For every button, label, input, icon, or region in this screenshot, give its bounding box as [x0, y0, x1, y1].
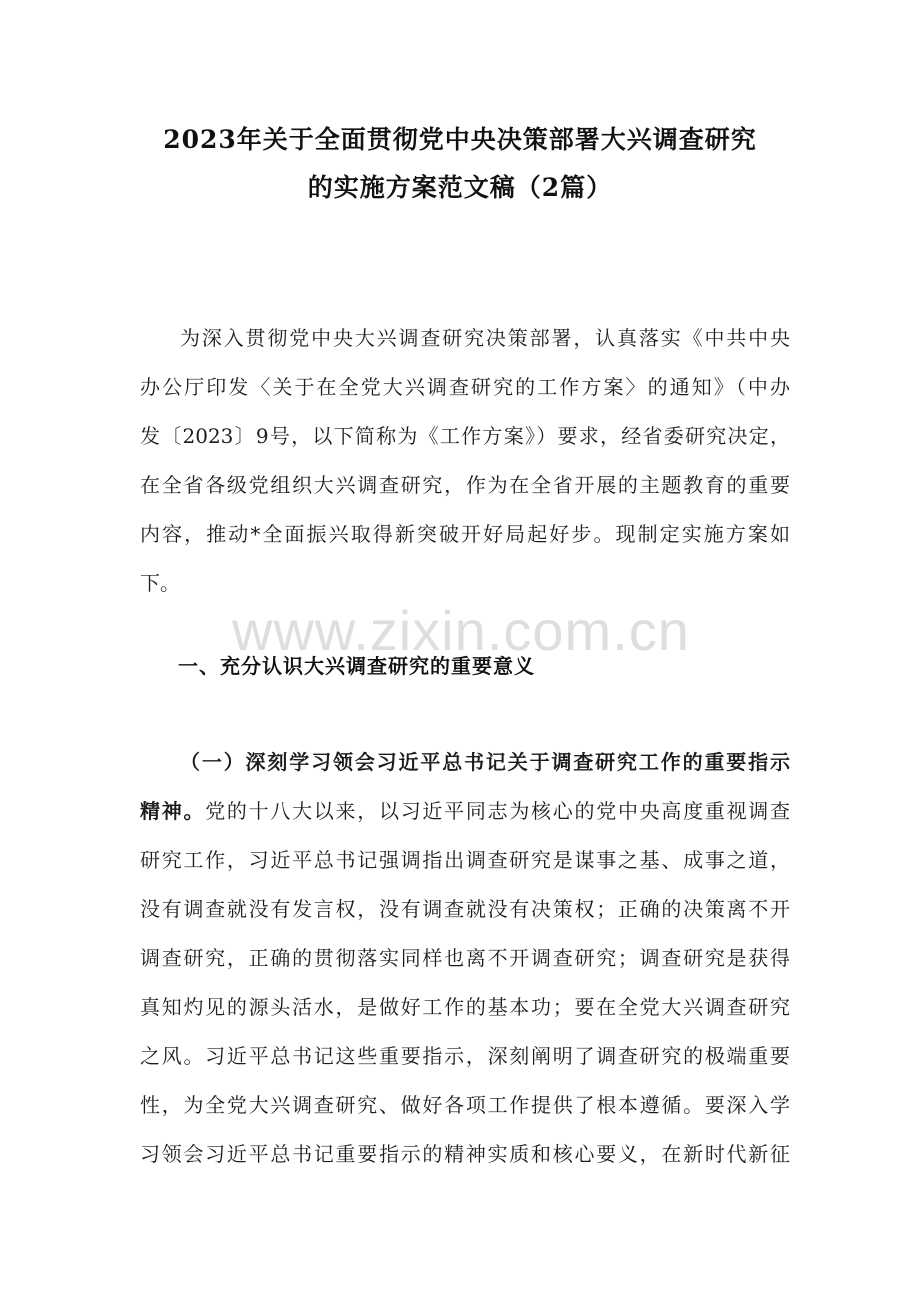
- subsection-line: 性，为全党大兴调查研究、做好各项工作提供了根本遵循。要深入学: [140, 1093, 790, 1117]
- intro-line: 内容，推动*全面振兴取得新突破开好局起好步。现制定实施方案如: [140, 522, 790, 546]
- subsection-paragraph: [140, 738, 790, 1179]
- intro-line: 发〔2023〕9号，以下简称为《工作方案》）要求，经省委研究决定，: [140, 424, 790, 448]
- subsection-line: 没有调查就没有发言权，没有调查就没有决策权；正确的决策离不开: [140, 897, 790, 921]
- intro-line: 办公厅印发〈关于在全党大兴调查研究的工作方案〉的通知》（中办: [140, 375, 790, 399]
- subsection-line-text: 党的十八大以来，以习近平同志为核心的党中央高度重视调查: [205, 799, 791, 823]
- watermark: www.zixin.com.cn: [232, 599, 690, 662]
- document-title-line-2: 的实施方案范文稿（2篇）: [307, 173, 613, 202]
- subsection-heading: （一）深刻学习领会习近平总书记关于调查研究工作的重要指示: [180, 750, 790, 774]
- intro-line: 为深入贯彻党中央大兴调查研究决策部署，认真落实《中共中央: [180, 326, 790, 350]
- section-heading: 一、充分认识大兴调查研究的重要意义: [178, 654, 535, 678]
- subsection-line: [140, 787, 790, 836]
- subsection-line: 调查研究，正确的贯彻落实同样也离不开调查研究；调查研究是获得: [140, 946, 790, 970]
- document-title-line-1: 2023年关于全面贯彻党中央决策部署大兴调查研究: [163, 125, 757, 154]
- subsection-heading-end: 精神。: [140, 799, 206, 823]
- subsection-line: 习领会习近平总书记重要指示的精神实质和核心要义，在新时代新征: [140, 1142, 790, 1166]
- intro-line: 下。: [140, 571, 180, 595]
- subsection-line: 真知灼见的源头活水，是做好工作的基本功；要在全党大兴调查研究: [140, 995, 790, 1019]
- subsection-line: 之风。习近平总书记这些重要指示，深刻阐明了调查研究的极端重要: [140, 1044, 790, 1068]
- subsection-line: 研究工作，习近平总书记强调指出调查研究是谋事之基、成事之道，: [140, 848, 790, 872]
- intro-paragraph: [140, 314, 790, 608]
- intro-line: 在全省各级党组织大兴调查研究，作为在全省开展的主题教育的重要: [140, 473, 790, 497]
